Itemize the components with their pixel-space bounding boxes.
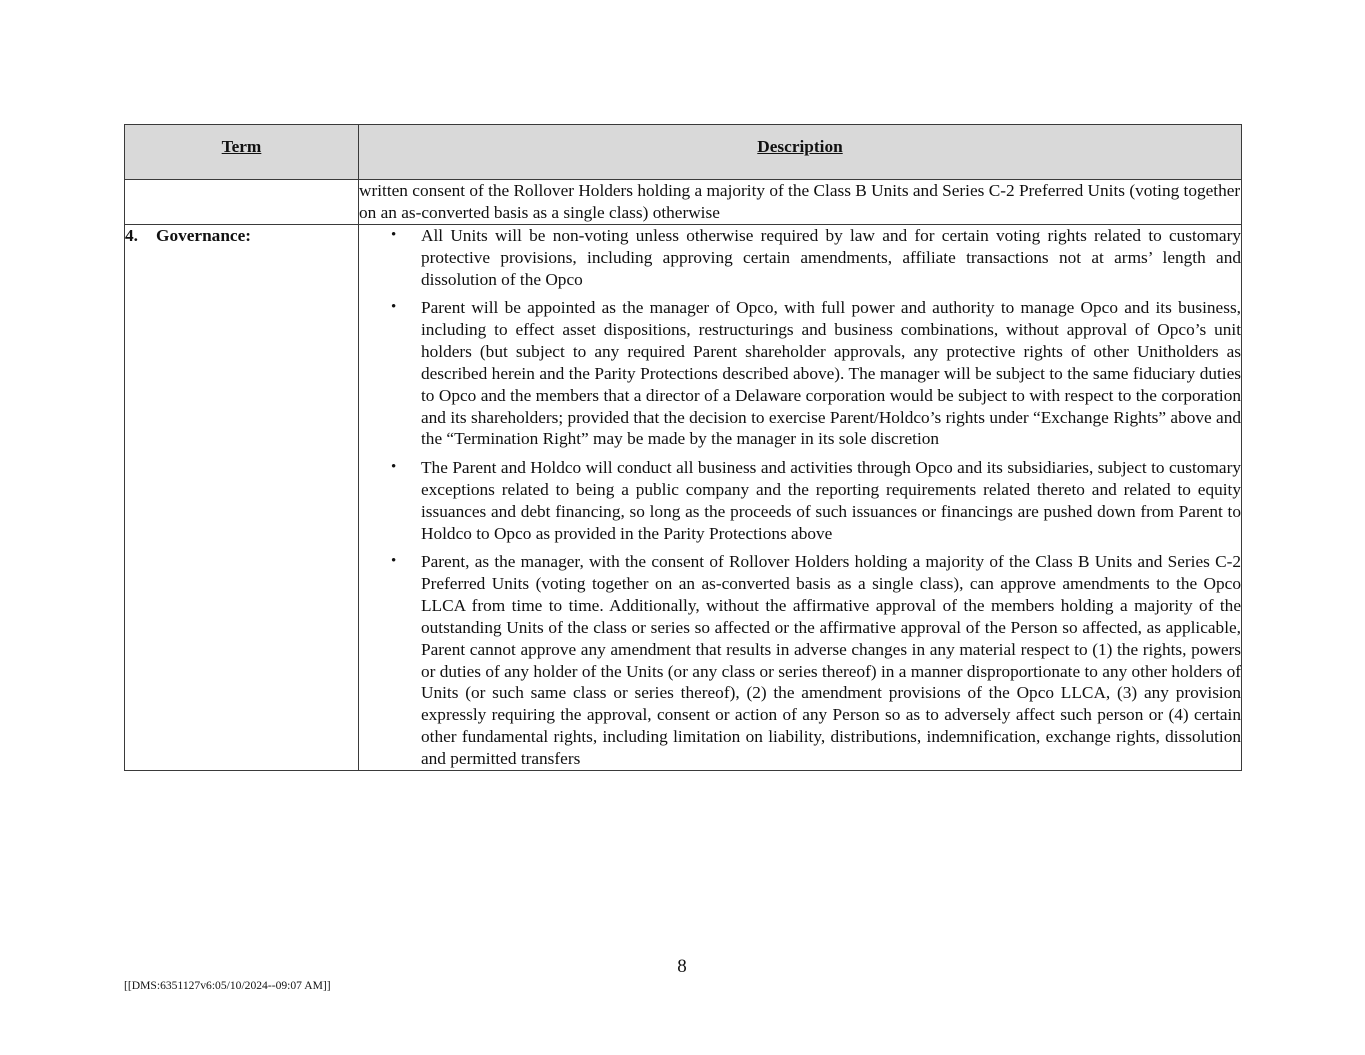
bullet-icon: • — [391, 553, 397, 569]
governance-bullet-list — [359, 225, 1241, 770]
description-continuation-text: written consent of the Rollover Holders holding a majority of the Class B Units and Series C-2 Preferred Units (voting together on an as-converted basis as a single class) otherwise — [359, 180, 1242, 225]
table-row-governance — [125, 224, 1242, 770]
list-item — [359, 551, 1241, 770]
term-sheet-table — [124, 124, 1242, 771]
term-cell-governance — [125, 224, 359, 770]
list-item — [359, 225, 1241, 291]
term-label: Governance: — [156, 225, 252, 245]
bullet-icon: • — [391, 299, 397, 316]
document-id-stamp: [[DMS:6351127v6:05/10/2024--09:07 AM]] — [124, 979, 331, 992]
list-item — [359, 457, 1241, 545]
table-row-continuation — [125, 180, 1242, 225]
term-cell-empty — [125, 180, 359, 225]
header-term: Term — [125, 125, 359, 180]
bullet-text: Parent, as the manager, with the consent of Rollover Holders holding a majority of the Class B Units and Series C-2 Preferred Units (voting together on an as-converted basis as a single class), can approve amendments to the Opco LLCA from time to time. Additionally, without the affirmative approval of the members holding a majority of the outstanding Units of the class or series so affected or the affirmative approval of the Person so affected, as applicable, Parent cannot approve any amendment that results in adverse changes in any material respect to (1) the rights, powers or duties of any holder of the Units (or any class or series thereof) in a manner disproportionate to any other holders of Units (or such same class or series thereof), (2) the amendment provisions of the Opco LLCA, (3) any provision expressly requiring the approval, consent or action of any Person so as to adversely affect such person or (4) certain other fundamental rights, including limitation on liability, distributions, indemnification, exchange rights, dissolution and permitted transfers — [421, 552, 1241, 769]
header-description: Description — [359, 125, 1242, 180]
bullet-icon: • — [391, 458, 397, 475]
bullet-text: Parent will be appointed as the manager of Opco, with full power and authority to manage Opco and its business, including to effect asset dispositions, restructurings and business combinations, without approval of Opco’s unit holders (but subject to any required Parent shareholder approvals, any protective rights of other Unitholders as described herein and the Parity Protections described above). The manager will be subject to the same fiduciary duties to Opco and the members that a director of a Delaware corporation would be subject to with respect to the corporation and its shareholders; provided that the decision to exercise Parent/Holdco’s rights under “Exchange Rights” above and the “Termination Right” may be made by the manager in its sole discretion — [421, 298, 1241, 449]
page-number: 8 — [677, 956, 687, 977]
list-item — [359, 297, 1241, 450]
bullet-text: All Units will be non-voting unless otherwise required by law and for certain voting rights related to customary protective provisions, including approving certain amendments, affiliate transactions not at arms’ length and dissolution of the Opco — [421, 225, 1241, 289]
bullet-text: The Parent and Holdco will conduct all business and activities through Opco and its subsidiaries, subject to customary exceptions related to being a public company and the reporting requirements related thereto and related to equity issuances and debt financing, so long as the proceeds of such issuances or financings are pushed down from Parent to Holdco to Opco as provided in the Parity Protections above — [421, 457, 1241, 543]
bullet-icon: • — [391, 226, 397, 243]
table-header-row — [125, 125, 1242, 180]
term-number: 4. — [125, 225, 138, 245]
description-cell-governance — [359, 224, 1242, 770]
